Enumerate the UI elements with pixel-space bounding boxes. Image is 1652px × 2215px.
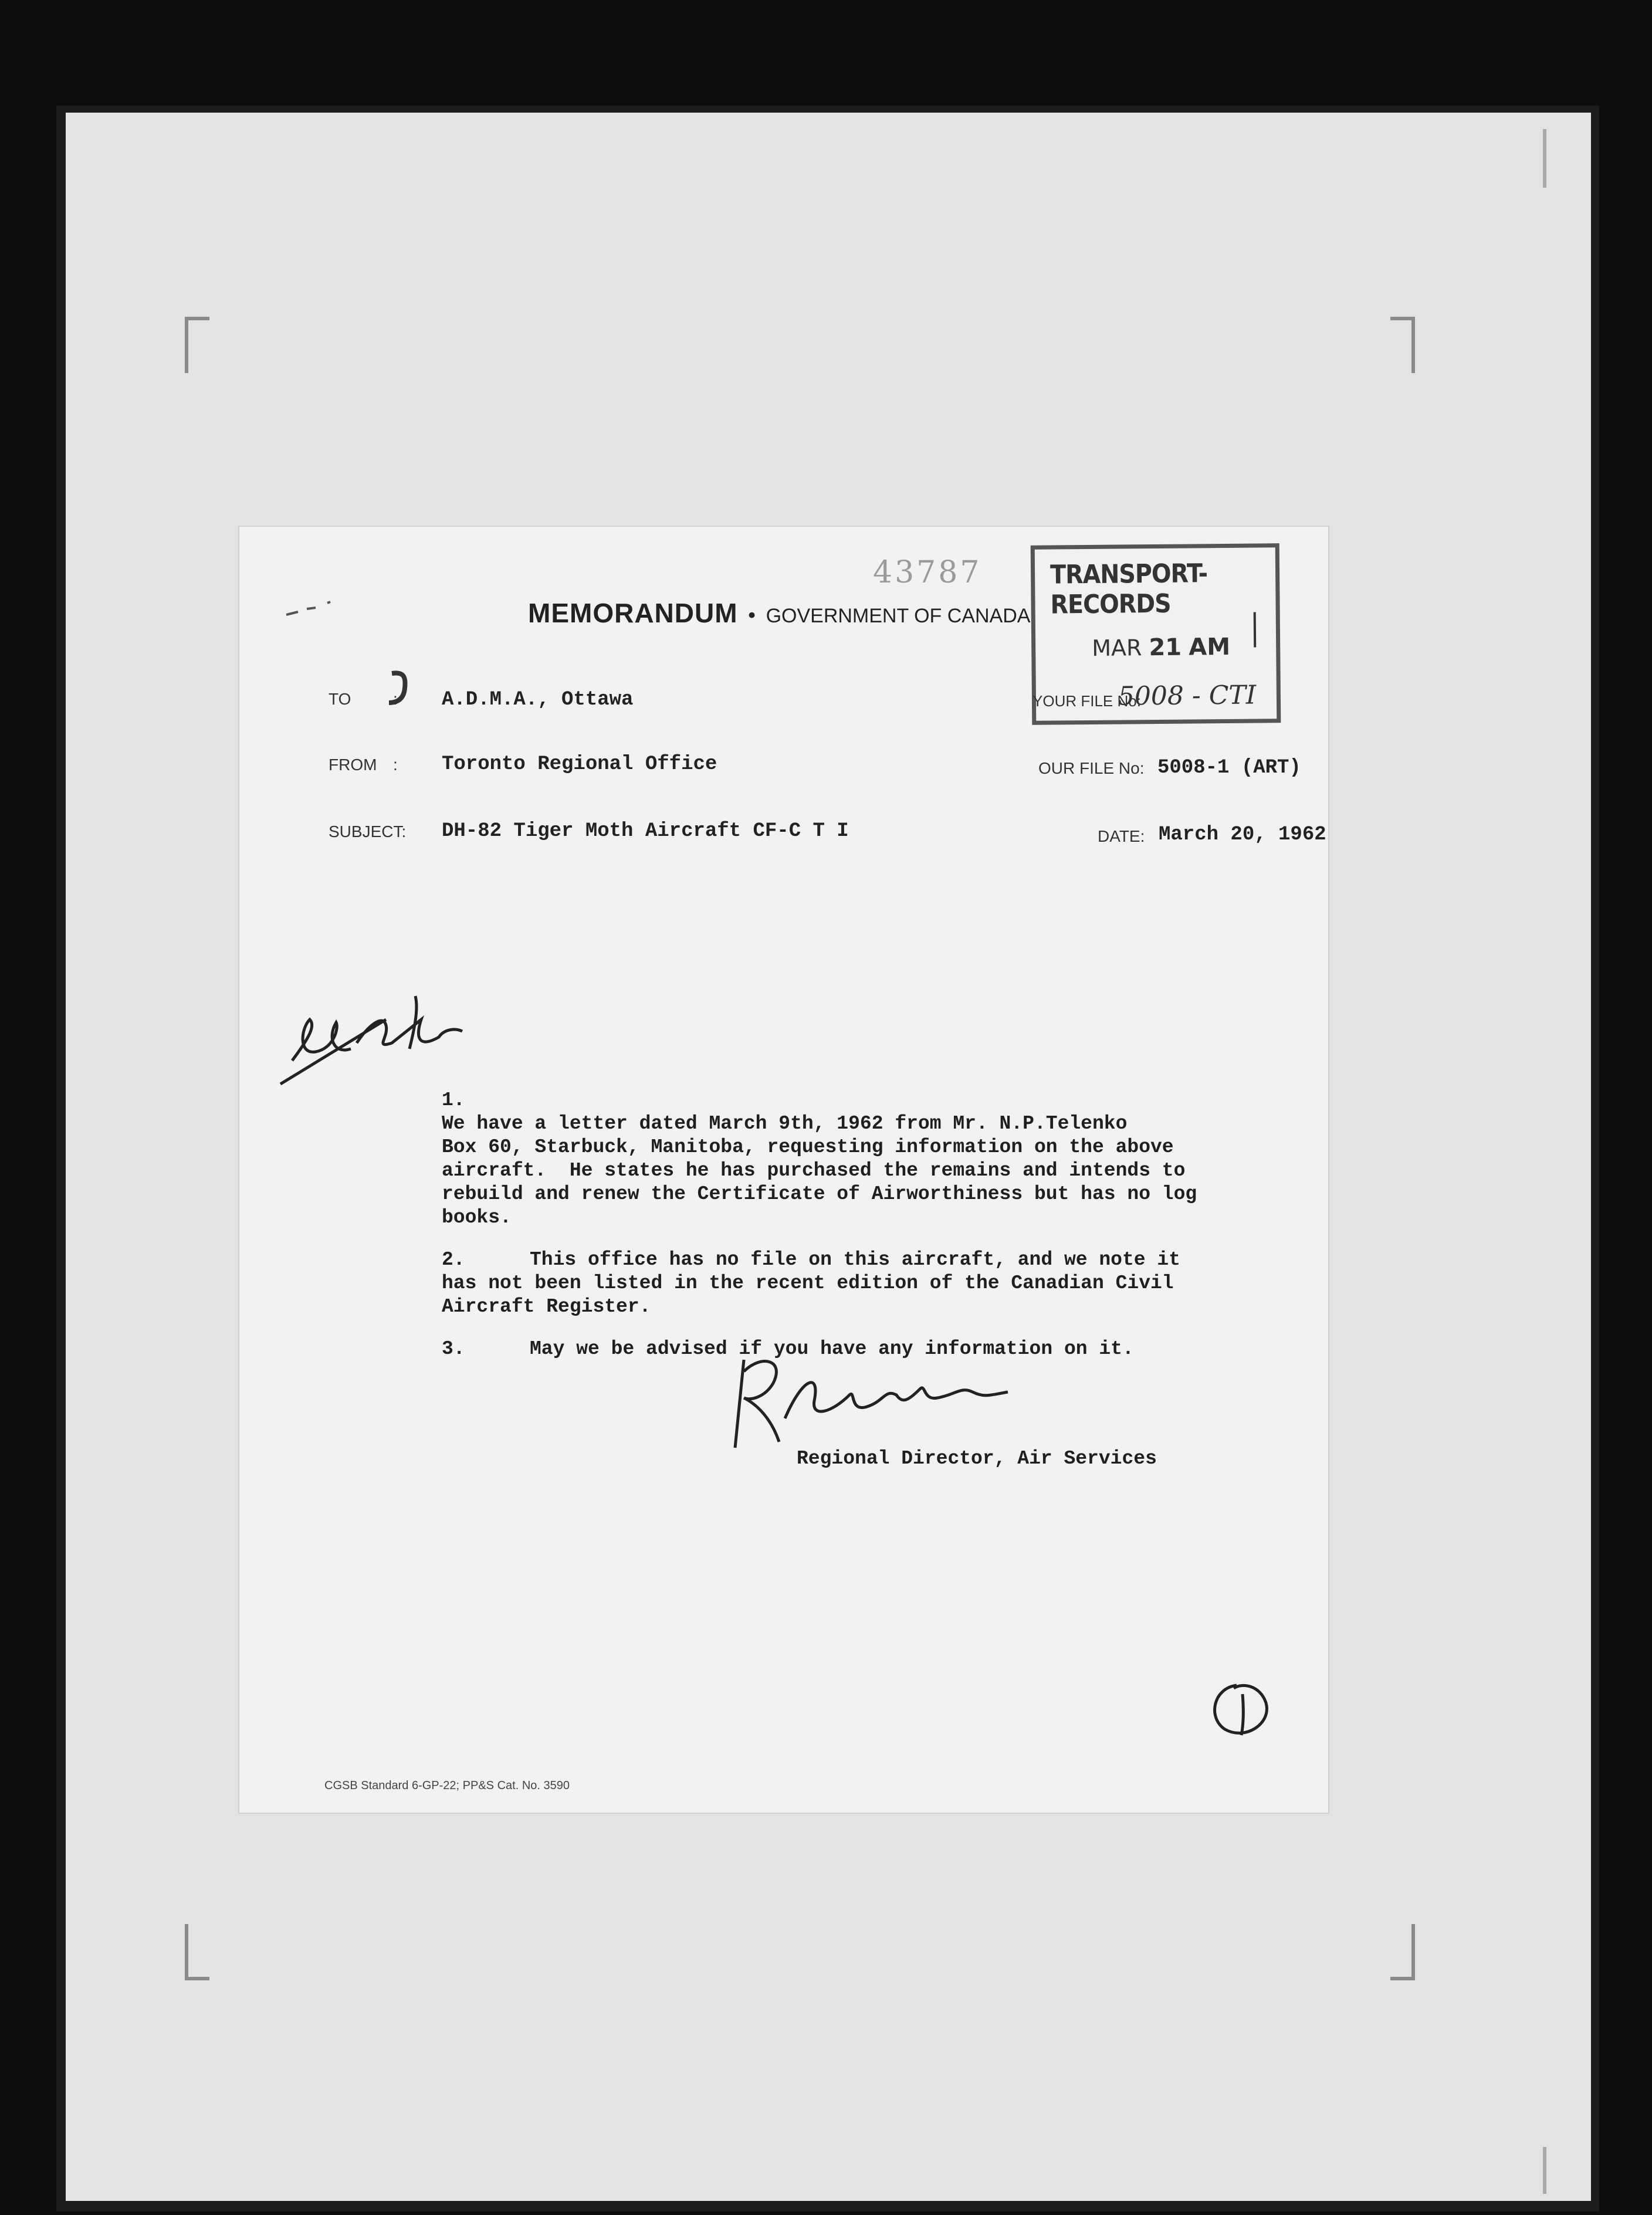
stamp-tick bbox=[1254, 612, 1257, 648]
stamp-period: AM bbox=[1189, 633, 1231, 661]
serial-number: 43787 bbox=[873, 555, 982, 590]
paragraph-number: 3. bbox=[442, 1338, 465, 1360]
crop-mark-bottom-left bbox=[185, 1924, 209, 1980]
our-file-value: 5008-1 (ART) bbox=[1157, 757, 1301, 779]
paragraph-line: We have a letter dated March 9th, 1962 from Mr. N.P.Telenko bbox=[442, 1113, 1128, 1134]
subject-label: SUBJECT: bbox=[329, 822, 407, 841]
signature-title: Regional Director, Air Services bbox=[797, 1448, 1157, 1469]
paragraph-number: 2. bbox=[442, 1249, 465, 1271]
paragraph-line: has not been listed in the recent edition of the Canadian Civil bbox=[442, 1272, 1174, 1294]
paragraph-2 bbox=[442, 1248, 1204, 1319]
date-label: DATE: bbox=[1098, 827, 1145, 845]
paragraph-line: books. bbox=[442, 1207, 512, 1228]
stamp-day: 21 bbox=[1149, 634, 1182, 662]
from-value: Toronto Regional Office bbox=[442, 753, 717, 775]
plate-edge-mark bbox=[1543, 129, 1546, 188]
paragraph-line: This office has no file on this aircraft, and we note it bbox=[530, 1249, 1180, 1271]
stamp-title: TRANSPORT-RECORDS bbox=[1050, 558, 1208, 620]
form-footer: CGSB Standard 6-GP-22; PP&S Cat. No. 3590 bbox=[324, 1779, 570, 1792]
stamp-month: MAR bbox=[1092, 635, 1142, 661]
from-label: FROM bbox=[329, 756, 377, 774]
scan-marks bbox=[275, 585, 427, 714]
to-label: TO bbox=[329, 690, 351, 708]
subject-value: DH-82 Tiger Moth Aircraft CF-C T I bbox=[442, 820, 849, 842]
paragraph-number: 1. bbox=[442, 1089, 465, 1111]
plate-edge-mark bbox=[1543, 2147, 1546, 2194]
paragraph-line: aircraft. He states he has purchased the remains and intends to bbox=[442, 1160, 1186, 1181]
crop-mark-bottom-right bbox=[1390, 1924, 1415, 1980]
from-colon: : bbox=[393, 756, 398, 774]
paragraph-line: rebuild and renew the Certificate of Airworthiness but has no log bbox=[442, 1183, 1197, 1205]
memo-header bbox=[528, 597, 1030, 629]
to-value: A.D.M.A., Ottawa bbox=[442, 689, 634, 711]
our-file-label: OUR FILE No: bbox=[1038, 759, 1145, 777]
paragraph-line: May we be advised if you have any information on it. bbox=[530, 1338, 1134, 1360]
paragraph-line: Aircraft Register. bbox=[442, 1296, 651, 1318]
memorandum-page bbox=[239, 527, 1328, 1813]
stamp-file-handwritten: 5008 - CTI bbox=[1118, 680, 1257, 712]
crop-mark-top-left bbox=[185, 317, 209, 373]
circled-page-mark bbox=[1201, 1677, 1284, 1747]
handwritten-initials bbox=[269, 973, 515, 1096]
crop-mark-top-right bbox=[1390, 317, 1415, 373]
paragraph-line: Box 60, Starbuck, Manitoba, requesting information on the above bbox=[442, 1136, 1174, 1158]
to-colon: : bbox=[393, 690, 398, 708]
your-file-label: YOUR FILE No: bbox=[1032, 692, 1141, 710]
stamp-date bbox=[1092, 634, 1230, 662]
date-value: March 20, 1962 bbox=[1159, 824, 1326, 846]
paragraph-1 bbox=[442, 1089, 1204, 1230]
memo-title: MEMORANDUM bbox=[528, 598, 738, 628]
header-bullet: • bbox=[746, 604, 758, 628]
organization-name: GOVERNMENT OF CANADA bbox=[766, 605, 1031, 627]
